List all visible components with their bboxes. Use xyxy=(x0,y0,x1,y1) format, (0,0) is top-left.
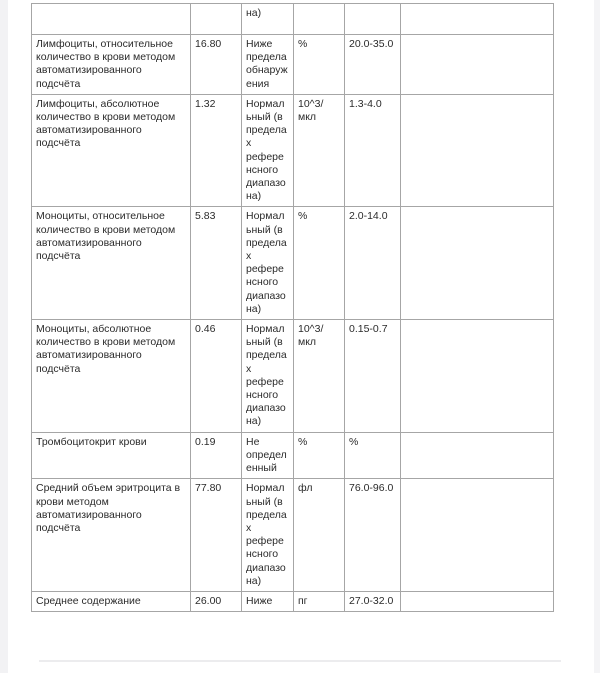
cell-note xyxy=(401,432,554,479)
cell-status: Нормальный (в пределах референсного диапазона) xyxy=(242,320,294,433)
cell-test-name: Среднее содержание xyxy=(32,591,191,611)
cell-reference-range: 76.0-96.0 xyxy=(345,479,401,592)
document-content-area xyxy=(8,0,594,673)
cell-result-value xyxy=(191,4,242,35)
cell-status: Ниже предела обнаружения xyxy=(242,35,294,95)
cell-status: Ниже xyxy=(242,591,294,611)
page-footer-divider xyxy=(39,660,561,662)
cell-note xyxy=(401,35,554,95)
cell-reference-range: 2.0-14.0 xyxy=(345,207,401,320)
cell-test-name: Моноциты, относительное количество в крови методом автоматизированного подсчёта xyxy=(32,207,191,320)
cell-test-name: Средний объем эритроцита в крови методом автоматизированного подсчёта xyxy=(32,479,191,592)
table-row xyxy=(32,479,554,592)
cell-unit: пг xyxy=(294,591,345,611)
cell-reference-range: 0.15-0.7 xyxy=(345,320,401,433)
table-row xyxy=(32,591,554,611)
cell-note xyxy=(401,207,554,320)
cell-test-name: Лимфоциты, абсолютное количество в крови методом автоматизированного подсчёта xyxy=(32,94,191,207)
cell-test-name: Лимфоциты, относительное количество в крови методом автоматизированного подсчёта xyxy=(32,35,191,95)
cell-unit xyxy=(294,4,345,35)
cell-test-name: Тромбоцитокрит крови xyxy=(32,432,191,479)
page-gutter-right xyxy=(594,0,600,673)
cell-status: Нормальный (в пределах референсного диапазона) xyxy=(242,207,294,320)
cell-status: Не определенный xyxy=(242,432,294,479)
cell-unit: % xyxy=(294,432,345,479)
cell-result-value: 1.32 xyxy=(191,94,242,207)
cell-reference-range: 27.0-32.0 xyxy=(345,591,401,611)
cell-result-value: 16.80 xyxy=(191,35,242,95)
cell-result-value: 5.83 xyxy=(191,207,242,320)
cell-note xyxy=(401,4,554,35)
cell-test-name: Моноциты, абсолютное количество в крови методом автоматизированного подсчёта xyxy=(32,320,191,433)
cell-note xyxy=(401,94,554,207)
cell-unit: % xyxy=(294,207,345,320)
table-row xyxy=(32,432,554,479)
cell-result-value: 0.46 xyxy=(191,320,242,433)
cell-status: на) xyxy=(242,4,294,35)
cell-note xyxy=(401,479,554,592)
table-row xyxy=(32,94,554,207)
cell-note xyxy=(401,591,554,611)
cell-reference-range: 1.3-4.0 xyxy=(345,94,401,207)
cell-unit: 10^3/мкл xyxy=(294,320,345,433)
cell-status: Нормальный (в пределах референсного диапазона) xyxy=(242,479,294,592)
cell-reference-range: % xyxy=(345,432,401,479)
table-row xyxy=(32,320,554,433)
cell-note xyxy=(401,320,554,433)
cell-unit: фл xyxy=(294,479,345,592)
cell-reference-range: 20.0-35.0 xyxy=(345,35,401,95)
lab-results-table-body xyxy=(32,4,554,612)
table-row xyxy=(32,35,554,95)
cell-result-value: 77.80 xyxy=(191,479,242,592)
cell-status: Нормальный (в пределах референсного диапазона) xyxy=(242,94,294,207)
table-row xyxy=(32,4,554,35)
table-row xyxy=(32,207,554,320)
cell-test-name xyxy=(32,4,191,35)
cell-result-value: 26.00 xyxy=(191,591,242,611)
cell-unit: 10^3/мкл xyxy=(294,94,345,207)
lab-results-table xyxy=(31,3,554,612)
cell-reference-range xyxy=(345,4,401,35)
cell-result-value: 0.19 xyxy=(191,432,242,479)
cell-unit: % xyxy=(294,35,345,95)
page-gutter-left xyxy=(0,0,8,673)
